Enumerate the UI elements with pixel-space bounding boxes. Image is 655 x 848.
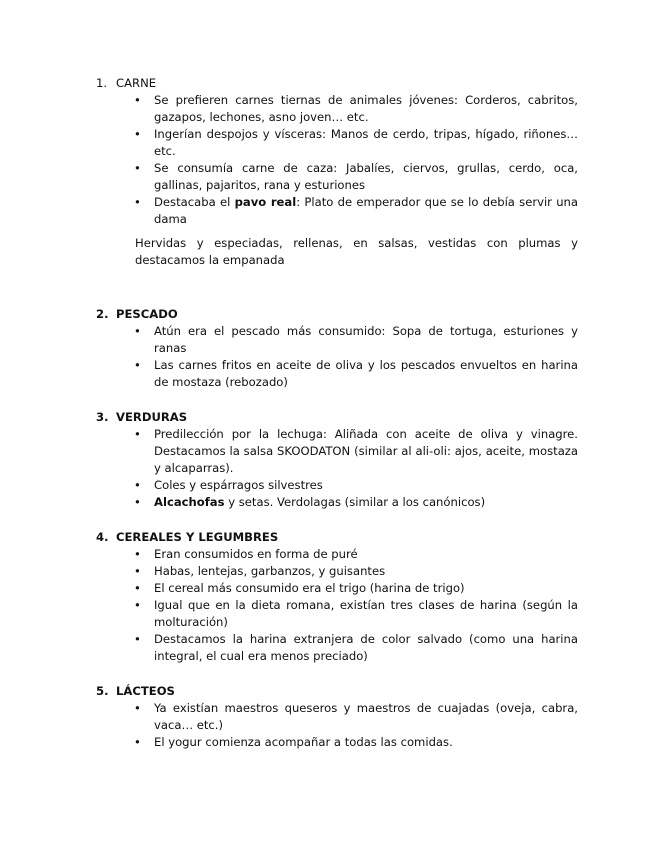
list-item <box>96 546 578 563</box>
bullet-icon: • <box>134 195 141 209</box>
section-number: 5. <box>96 684 109 698</box>
list-item <box>96 563 578 580</box>
bullet-icon: • <box>134 93 141 107</box>
list-item-text: El cereal más consumido era el trigo (harina de trigo) <box>154 581 465 595</box>
list-item-text: Predilección por la lechuga: Aliñada con aceite de oliva y vinagre. Destacamos la salsa SKOODATON (similar al ali-oli: ajos, aceite, mostaza y alcaparras). <box>154 427 578 475</box>
list-item-text: Se consumía carne de caza: Jabalíes, ciervos, grullas, cerdo, oca, gallinas, pajaritos, rana y esturiones <box>154 161 578 192</box>
list-item <box>96 426 578 477</box>
bullet-icon: • <box>134 495 141 509</box>
section-number: 1. <box>96 76 108 90</box>
bullet-icon: • <box>134 427 141 441</box>
list-item-text: Igual que en la dieta romana, existían tres clases de harina (según la molturación) <box>154 598 578 629</box>
bullet-list <box>96 426 578 511</box>
bullet-icon: • <box>134 127 141 141</box>
bullet-icon: • <box>134 478 141 492</box>
list-item <box>96 126 578 160</box>
section-paragraph: Hervidas y especiadas, rellenas, en salsas, vestidas con plumas y destacamos la empanada <box>135 236 578 267</box>
bullet-list <box>96 546 578 665</box>
list-item <box>96 494 578 511</box>
bullet-list <box>96 323 578 391</box>
bullet-icon: • <box>134 598 141 612</box>
bullet-icon: • <box>134 324 141 338</box>
list-item-suffix: : Plato de emperador que se lo debía servir una dama <box>154 195 579 226</box>
section-pescado <box>96 306 578 391</box>
section-title: PESCADO <box>116 307 178 321</box>
section-verduras <box>96 409 578 511</box>
list-item <box>96 734 578 751</box>
section-heading <box>96 683 578 700</box>
list-item-prefix: Destacaba el <box>154 195 235 209</box>
list-item <box>96 92 578 126</box>
section-number: 3. <box>96 410 109 424</box>
list-item-text: Las carnes fritos en aceite de oliva y los pescados envueltos en harina de mostaza (rebozado) <box>154 358 578 389</box>
list-item <box>96 477 578 494</box>
bullet-icon: • <box>134 161 141 175</box>
section-title: CEREALES Y LEGUMBRES <box>116 530 279 544</box>
list-item-bold: Alcachofas <box>154 495 225 509</box>
bullet-icon: • <box>134 547 141 561</box>
list-item <box>96 580 578 597</box>
list-item-text: Se prefieren carnes tiernas de animales jóvenes: Corderos, cabritos, gazapos, lechones, asno joven… etc. <box>154 93 578 124</box>
section-title: VERDURAS <box>116 410 188 424</box>
list-item-text: El yogur comienza acompañar a todas las comidas. <box>154 735 453 749</box>
section-heading <box>96 529 578 546</box>
section-title: CARNE <box>116 76 157 90</box>
section-lacteos <box>96 683 578 751</box>
bullet-icon: • <box>134 564 141 578</box>
bullet-icon: • <box>134 581 141 595</box>
list-item-text: Eran consumidos en forma de puré <box>154 547 358 561</box>
section-number: 2. <box>96 307 109 321</box>
list-item <box>96 700 578 734</box>
list-item <box>96 597 578 631</box>
list-item <box>96 160 578 194</box>
bullet-icon: • <box>134 735 141 749</box>
list-item-text: Habas, lentejas, garbanzos, y guisantes <box>154 564 386 578</box>
section-heading <box>96 75 578 92</box>
list-item <box>96 631 578 665</box>
list-item-text: Ingerían despojos y vísceras: Manos de cerdo, tripas, hígado, riñones… etc. <box>154 127 578 158</box>
list-item <box>96 194 578 228</box>
bullet-list <box>96 92 578 228</box>
list-item-bold: pavo real <box>234 195 297 209</box>
list-item-suffix: y setas. Verdolagas (similar a los canónicos) <box>224 495 486 509</box>
list-item-text: Atún era el pescado más consumido: Sopa de tortuga, esturiones y ranas <box>154 324 578 355</box>
bullet-list <box>96 700 578 751</box>
list-item-text: Destacamos la harina extranjera de color salvado (como una harina integral, el cual era menos preciado) <box>154 632 578 663</box>
list-item-text: Coles y espárragos silvestres <box>154 478 323 492</box>
list-item-text: Ya existían maestros queseros y maestros de cuajadas (oveja, cabra, vaca… etc.) <box>154 701 578 732</box>
bullet-icon: • <box>134 358 141 372</box>
list-item <box>96 357 578 391</box>
section-heading <box>96 306 578 323</box>
section-number: 4. <box>96 530 109 544</box>
section-title: LÁCTEOS <box>116 684 175 698</box>
bullet-icon: • <box>134 632 141 646</box>
section-heading <box>96 409 578 426</box>
section-cereales-legumbres <box>96 529 578 665</box>
list-item <box>96 323 578 357</box>
bullet-icon: • <box>134 701 141 715</box>
section-carne <box>96 75 578 269</box>
